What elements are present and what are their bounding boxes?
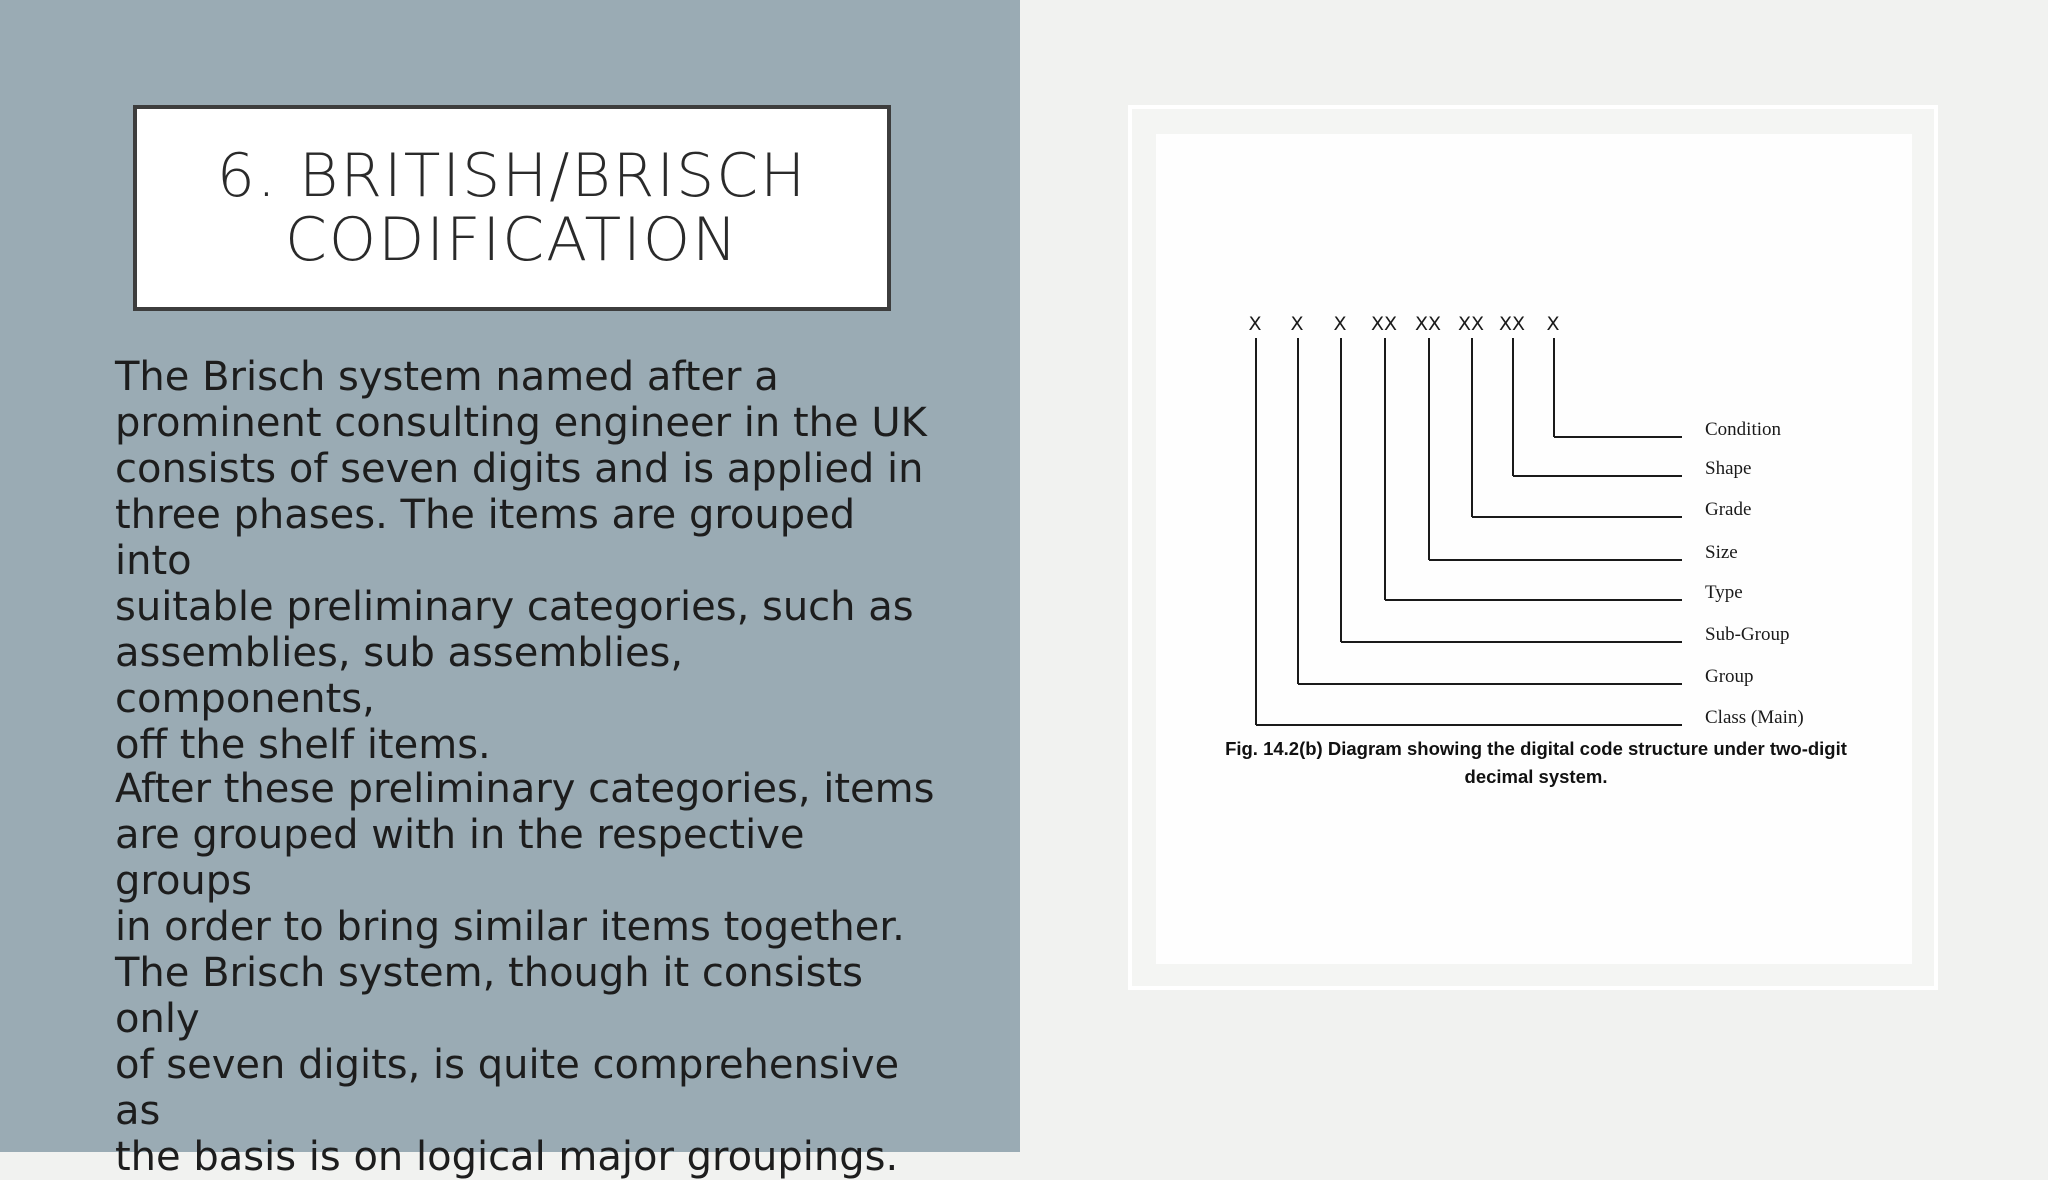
paragraph-1: The Brisch system named after a prominent consulting engineer in the UK consists of seven digits and is applied in three phases. The items are grouped into suitable preliminary categories, such as assemblies, sub assemblies, components, off the shelf items. [115,354,927,768]
diagram-label: Class (Main) [1705,707,1804,728]
diagram-label: Group [1705,666,1754,687]
diagram-label: Condition [1705,419,1782,440]
diagram-label: Shape [1705,458,1752,479]
diagram-label: Sub-Group [1705,624,1790,645]
code-symbol: X [1248,313,1262,335]
figure-caption-line-2: decimal system. [1464,766,1608,787]
slide-title: 6. BRITISH/BRISCH CODIFICATION [216,141,808,275]
code-symbol: X [1290,313,1304,335]
figure-caption-line-1: Fig. 14.2(b) Diagram showing the digital code structure under two-digit [1225,738,1847,759]
code-symbol: X [1546,313,1560,335]
diagram-label: Type [1705,582,1743,603]
diagram-label: Size [1705,542,1738,563]
paragraph-2: After these preliminary categories, items are grouped with in the respective groups in order to bring similar items together. The Brisch system, though it consists only of seven digits, is quite comprehensive as the basis is on logical major groupings. [115,766,935,1180]
code-symbol: XX [1414,313,1442,335]
code-symbol: XX [1498,313,1526,335]
code-symbol: X [1333,313,1347,335]
code-symbol: XX [1457,313,1485,335]
code-symbol: XX [1370,313,1398,335]
diagram-label: Grade [1705,499,1752,520]
